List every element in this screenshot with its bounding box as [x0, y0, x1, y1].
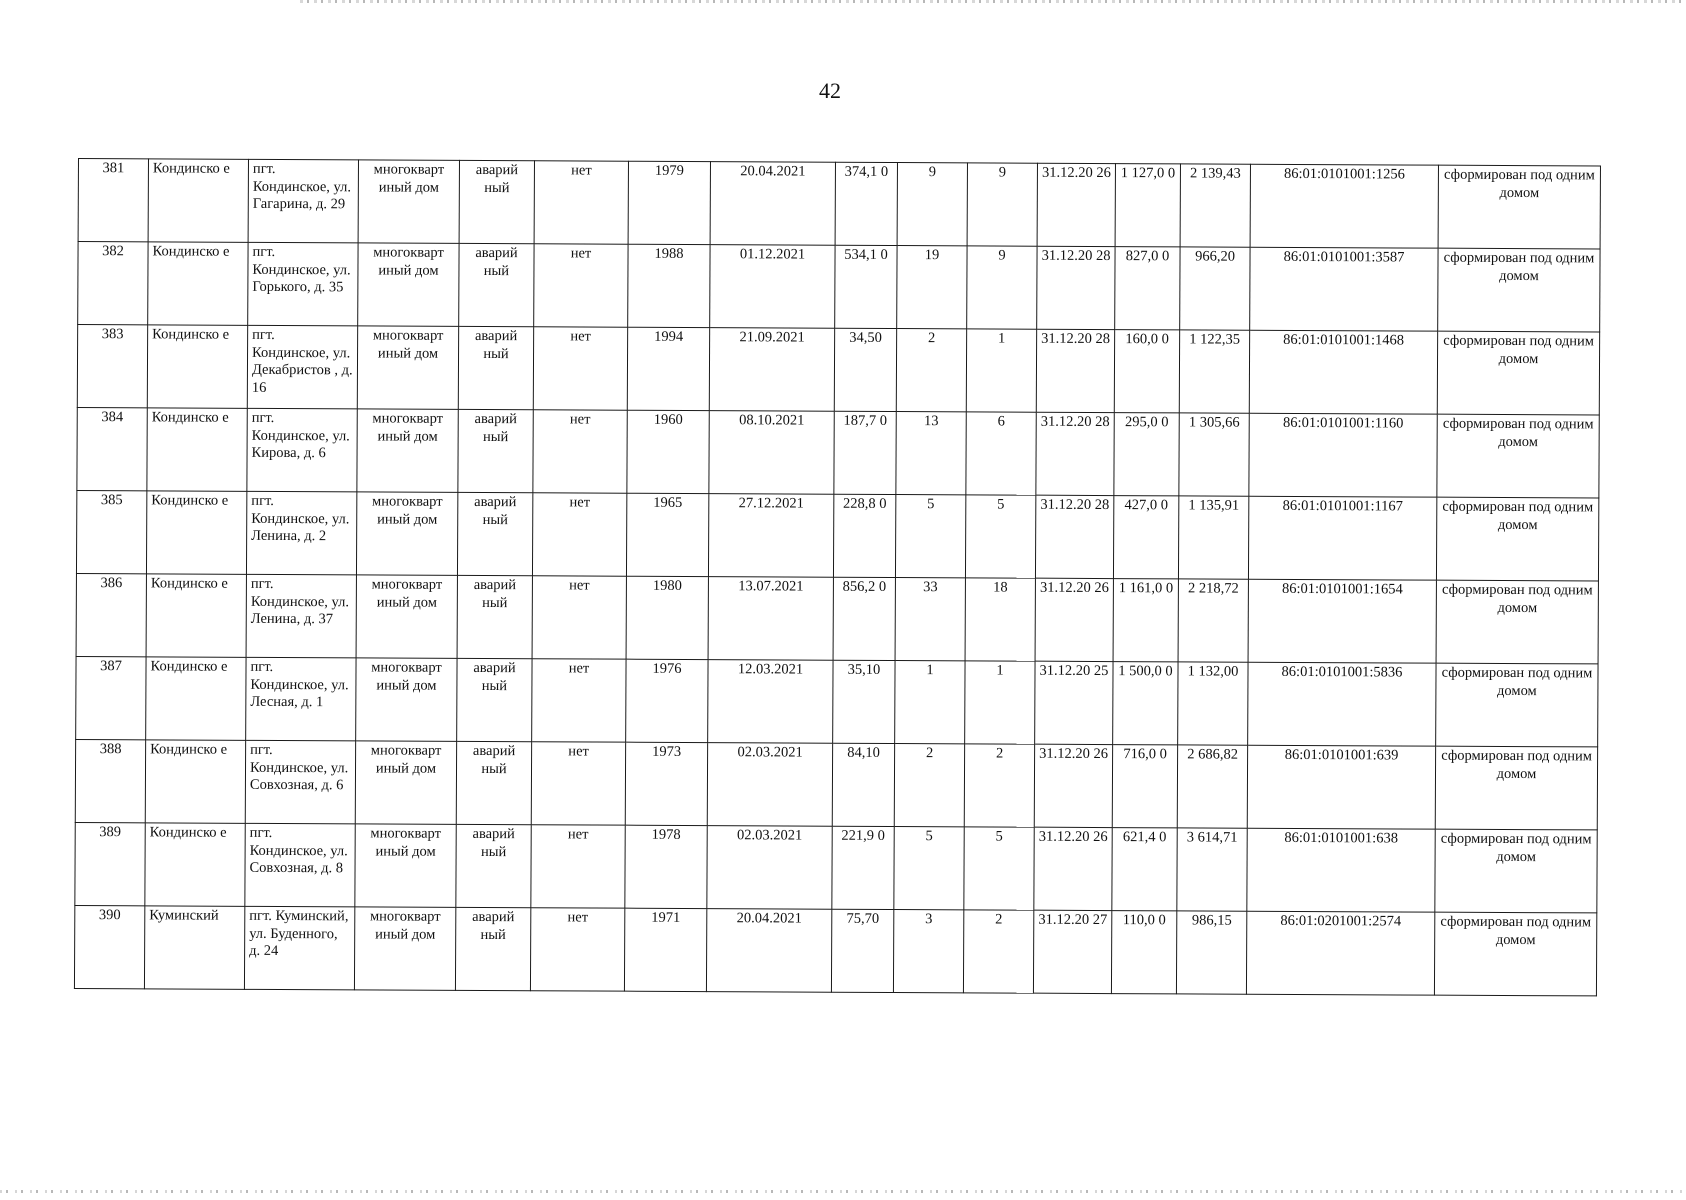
cell-status: сформирован под одним домом — [1435, 746, 1597, 830]
cell-no: 386 — [76, 573, 146, 656]
cell-address: пгт. Кондинское, ул. Кирова, д. 6 — [247, 408, 357, 492]
cell-residents: 2 — [896, 329, 966, 412]
table-row — [76, 490, 1598, 580]
cell-address: пгт. Кондинское, ул. Ленина, д. 37 — [246, 574, 356, 658]
cell-date: 08.10.2021 — [709, 411, 834, 495]
cell-date: 01.12.2021 — [710, 245, 835, 329]
cell-deadline: 31.12.20 26 — [1034, 744, 1112, 827]
table-row — [74, 905, 1596, 995]
cell-sum: 2 218,72 — [1178, 579, 1248, 662]
cell-status: сформирован под одним домом — [1437, 331, 1599, 415]
cell-sum: 1 305,66 — [1179, 413, 1249, 496]
cell-rooms: 2 — [964, 744, 1034, 827]
housing-table-wrap — [74, 158, 1600, 996]
cell-settlement: Кондинско е — [148, 159, 248, 242]
cell-cadastral: 86:01:0101001:1160 — [1249, 413, 1437, 497]
cell-flag: нет — [533, 410, 627, 493]
cell-address: пгт. Кондинское, ул. Горького, д. 35 — [248, 242, 358, 326]
cell-flag: нет — [531, 825, 625, 908]
cell-residents: 19 — [897, 246, 967, 329]
cell-rooms: 6 — [966, 412, 1036, 495]
cell-state: аварий ный — [457, 575, 532, 658]
cell-settlement: Кондинско е — [146, 491, 246, 574]
cell-address: пгт. Кондинское, ул. Гагарина, д. 29 — [248, 159, 358, 243]
cell-residents: 2 — [894, 743, 964, 826]
cell-residents: 33 — [895, 577, 965, 660]
cell-settlement: Куминский — [144, 906, 244, 989]
cell-date: 02.03.2021 — [707, 743, 832, 827]
housing-table — [74, 158, 1601, 996]
cell-year: 1979 — [628, 161, 710, 244]
cell-type: многокварт иный дом — [358, 243, 459, 326]
cell-year: 1971 — [624, 908, 706, 991]
cell-type: многокварт иный дом — [356, 492, 457, 575]
cell-state: аварий ный — [457, 492, 532, 575]
cell-cadastral: 86:01:0101001:1654 — [1248, 579, 1436, 663]
cell-no: 388 — [75, 739, 145, 822]
cell-settlement: Кондинско е — [148, 242, 248, 325]
cell-rooms: 18 — [965, 578, 1035, 661]
cell-flag: нет — [531, 742, 625, 825]
table-row — [78, 242, 1600, 332]
cell-flag: нет — [532, 493, 626, 576]
cell-area: 374,1 0 — [835, 162, 897, 245]
table-row — [75, 822, 1597, 912]
cell-residents: 5 — [895, 495, 965, 578]
cell-area: 856,2 0 — [833, 577, 895, 660]
cell-cadastral: 86:01:0101001:1468 — [1249, 330, 1437, 414]
cell-state: аварий ный — [459, 243, 534, 326]
cell-year: 1994 — [627, 327, 709, 410]
cell-deadline: 31.12.20 28 — [1037, 246, 1115, 329]
page-number: 42 — [819, 78, 841, 103]
cell-area: 187,7 0 — [834, 411, 896, 494]
cell-state: аварий ный — [456, 824, 531, 907]
cell-sum: 3 614,71 — [1177, 828, 1247, 911]
cell-address: пгт. Кондинское, ул. Совхозная, д. 6 — [245, 740, 355, 824]
cell-deadline: 31.12.20 28 — [1035, 495, 1113, 578]
cell-address: пгт. Кондинское, ул. Совхозная, д. 8 — [245, 823, 355, 907]
cell-deadline: 31.12.20 26 — [1037, 163, 1115, 246]
cell-cadastral: 86:01:0101001:638 — [1247, 828, 1435, 912]
cell-area2: 827,0 0 — [1115, 247, 1180, 330]
cell-deadline: 31.12.20 27 — [1033, 910, 1111, 993]
cell-date: 20.04.2021 — [706, 909, 831, 993]
cell-status: сформирован под одним домом — [1437, 414, 1599, 498]
cell-no: 387 — [76, 656, 146, 739]
cell-residents: 3 — [893, 909, 963, 992]
cell-area2: 110,0 0 — [1111, 911, 1176, 994]
cell-date: 20.04.2021 — [710, 162, 835, 246]
cell-cadastral: 86:01:0101001:1256 — [1250, 164, 1438, 248]
cell-area2: 427,0 0 — [1113, 496, 1178, 579]
cell-rooms: 1 — [965, 661, 1035, 744]
cell-residents: 1 — [895, 660, 965, 743]
cell-sum: 1 132,00 — [1178, 662, 1248, 745]
cell-state: аварий ный — [458, 326, 533, 409]
cell-state: аварий ный — [457, 658, 532, 741]
cell-state: аварий ный — [455, 907, 530, 990]
cell-cadastral: 86:01:0101001:3587 — [1250, 247, 1438, 331]
cell-type: многокварт иный дом — [358, 160, 459, 243]
cell-settlement: Кондинско е — [146, 657, 246, 740]
cell-no: 381 — [78, 159, 148, 242]
cell-status: сформирован под одним домом — [1438, 165, 1600, 249]
cell-area2: 621,4 0 — [1112, 828, 1177, 911]
cell-area: 84,10 — [832, 743, 894, 826]
cell-area2: 1 127,0 0 — [1115, 164, 1180, 247]
cell-status: сформирован под одним домом — [1435, 829, 1597, 913]
cell-rooms: 9 — [967, 163, 1037, 246]
cell-year: 1978 — [625, 825, 707, 908]
cell-residents: 9 — [897, 163, 967, 246]
table-row — [76, 573, 1598, 663]
cell-year: 1973 — [625, 742, 707, 825]
cell-rooms: 5 — [964, 827, 1034, 910]
cell-settlement: Кондинско е — [145, 740, 245, 823]
cell-area2: 1 500,0 0 — [1113, 662, 1178, 745]
table-row — [77, 325, 1599, 415]
table-body — [74, 159, 1600, 996]
cell-flag: нет — [534, 244, 628, 327]
cell-status: сформирован под одним домом — [1436, 663, 1598, 747]
cell-deadline: 31.12.20 25 — [1035, 661, 1113, 744]
cell-area2: 160,0 0 — [1114, 330, 1179, 413]
cell-cadastral: 86:01:0101001:1167 — [1248, 496, 1436, 580]
cell-settlement: Кондинско е — [147, 325, 247, 408]
cell-type: многокварт иный дом — [355, 824, 456, 907]
cell-year: 1988 — [628, 244, 710, 327]
cell-flag: нет — [532, 659, 626, 742]
table-row — [78, 159, 1600, 249]
scan-edge-top — [300, 0, 1686, 3]
cell-cadastral: 86:01:0201001:2574 — [1246, 911, 1434, 995]
cell-no: 383 — [77, 325, 147, 408]
cell-type: многокварт иный дом — [355, 741, 456, 824]
cell-settlement: Кондинско е — [145, 823, 245, 906]
cell-year: 1960 — [627, 410, 709, 493]
cell-residents: 5 — [894, 826, 964, 909]
cell-deadline: 31.12.20 26 — [1035, 578, 1113, 661]
cell-flag: нет — [533, 327, 627, 410]
cell-area2: 295,0 0 — [1114, 413, 1179, 496]
cell-area: 534,1 0 — [835, 245, 897, 328]
cell-flag: нет — [532, 576, 626, 659]
table-row — [76, 656, 1598, 746]
cell-address: пгт. Куминский, ул. Буденного, д. 24 — [244, 906, 354, 990]
cell-rooms: 9 — [967, 246, 1037, 329]
cell-year: 1980 — [626, 576, 708, 659]
cell-settlement: Кондинско е — [146, 574, 246, 657]
cell-status: сформирован под одним домом — [1434, 912, 1596, 996]
cell-residents: 13 — [896, 412, 966, 495]
cell-rooms: 5 — [965, 495, 1035, 578]
cell-no: 390 — [74, 905, 144, 988]
cell-status: сформирован под одним домом — [1436, 497, 1598, 581]
cell-sum: 2 139,43 — [1180, 164, 1250, 247]
cell-sum: 1 122,35 — [1179, 330, 1249, 413]
cell-type: многокварт иный дом — [357, 409, 458, 492]
table-row — [75, 739, 1597, 829]
cell-area: 35,10 — [833, 660, 895, 743]
cell-type: многокварт иный дом — [356, 658, 457, 741]
cell-sum: 986,15 — [1176, 911, 1246, 994]
cell-sum: 1 135,91 — [1178, 496, 1248, 579]
cell-deadline: 31.12.20 26 — [1034, 827, 1112, 910]
cell-date: 13.07.2021 — [708, 577, 833, 661]
cell-status: сформирован под одним домом — [1438, 248, 1600, 332]
cell-rooms: 2 — [963, 910, 1033, 993]
cell-status: сформирован под одним домом — [1436, 580, 1598, 664]
scan-edge-bottom — [0, 1190, 1686, 1193]
cell-flag: нет — [530, 908, 624, 991]
cell-state: аварий ный — [459, 160, 534, 243]
cell-no: 385 — [76, 490, 146, 573]
cell-type: многокварт иный дом — [357, 326, 458, 409]
cell-rooms: 1 — [966, 329, 1036, 412]
cell-address: пгт. Кондинское, ул. Лесная, д. 1 — [246, 657, 356, 741]
cell-area: 34,50 — [834, 328, 896, 411]
cell-deadline: 31.12.20 28 — [1036, 329, 1114, 412]
cell-cadastral: 86:01:0101001:639 — [1247, 745, 1435, 829]
cell-cadastral: 86:01:0101001:5836 — [1248, 662, 1436, 746]
cell-area: 228,8 0 — [833, 494, 895, 577]
cell-date: 12.03.2021 — [708, 660, 833, 744]
cell-year: 1976 — [626, 659, 708, 742]
cell-no: 384 — [77, 407, 147, 490]
cell-state: аварий ный — [456, 741, 531, 824]
table-row — [77, 407, 1599, 497]
cell-date: 27.12.2021 — [708, 494, 833, 578]
cell-type: многокварт иный дом — [356, 575, 457, 658]
cell-sum: 966,20 — [1180, 247, 1250, 330]
cell-sum: 2 686,82 — [1177, 745, 1247, 828]
cell-area: 75,70 — [831, 909, 893, 992]
cell-settlement: Кондинско е — [147, 408, 247, 491]
cell-date: 21.09.2021 — [709, 328, 834, 412]
cell-area2: 716,0 0 — [1112, 745, 1177, 828]
cell-address: пгт. Кондинское, ул. Декабристов , д. 16 — [247, 325, 357, 409]
cell-date: 02.03.2021 — [707, 826, 832, 910]
cell-no: 382 — [78, 242, 148, 325]
cell-state: аварий ный — [458, 409, 533, 492]
cell-address: пгт. Кондинское, ул. Ленина, д. 2 — [246, 491, 356, 575]
cell-flag: нет — [534, 161, 628, 244]
cell-area: 221,9 0 — [832, 826, 894, 909]
cell-type: многокварт иный дом — [354, 907, 455, 990]
cell-no: 389 — [75, 822, 145, 905]
cell-year: 1965 — [626, 493, 708, 576]
cell-deadline: 31.12.20 28 — [1036, 412, 1114, 495]
cell-area2: 1 161,0 0 — [1113, 579, 1178, 662]
